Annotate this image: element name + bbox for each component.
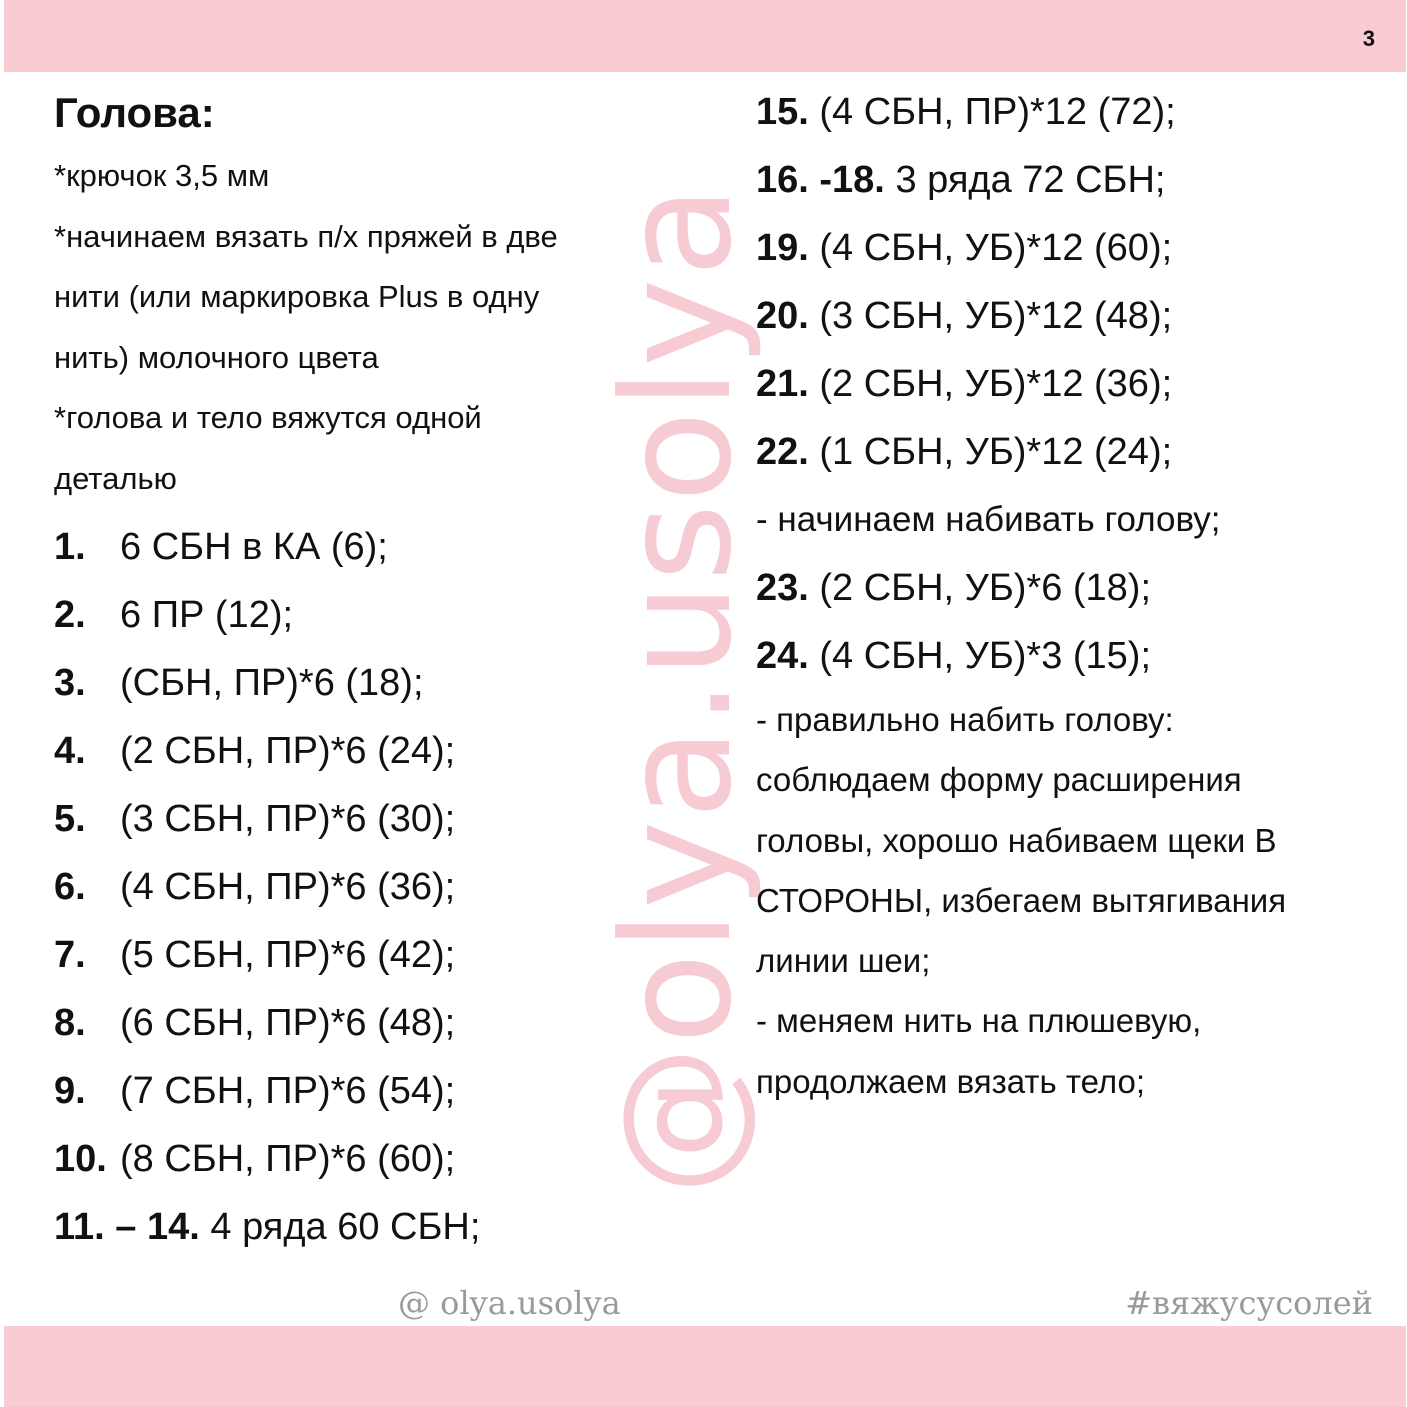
row-number: 4. bbox=[54, 730, 86, 772]
row-instruction: (4 СБН, УБ)*3 (15); bbox=[819, 635, 1152, 677]
page-number: 3 bbox=[1362, 26, 1375, 51]
note-line: *крючок 3,5 мм bbox=[54, 158, 270, 193]
pattern-row bbox=[54, 1193, 714, 1261]
row-instruction: 3 ряда 72 СБН; bbox=[895, 159, 1166, 201]
note-line: - меняем нить на плюшевую, bbox=[756, 1002, 1202, 1040]
pattern-row bbox=[756, 418, 1396, 486]
row-instruction: (4 СБН, УБ)*12 (60); bbox=[819, 227, 1173, 269]
pattern-row bbox=[756, 214, 1396, 282]
row-number: 20. bbox=[756, 295, 809, 337]
row-instruction: 6 СБН в КА (6); bbox=[120, 526, 388, 568]
row-instruction: (2 СБН, УБ)*6 (18); bbox=[819, 567, 1152, 609]
note-line: - правильно набить голову: bbox=[756, 701, 1174, 738]
left-notes bbox=[54, 146, 714, 509]
pattern-row bbox=[54, 649, 714, 717]
row-instruction: (4 СБН, ПР)*6 (36); bbox=[120, 866, 456, 908]
watermark-text: @olya.usolya bbox=[591, 184, 765, 1196]
row-instruction: (1 СБН, УБ)*12 (24); bbox=[819, 431, 1173, 473]
pattern-row bbox=[54, 853, 714, 921]
note-line: соблюдаем форму расширения bbox=[756, 761, 1242, 799]
row-list bbox=[54, 513, 714, 1261]
note-line: СТОРОНЫ, избегаем вытягивания bbox=[756, 881, 1287, 919]
pattern-row bbox=[54, 717, 714, 785]
note-line: *начинаем вязать п/х пряжей в две bbox=[54, 218, 558, 254]
row-instruction: (6 СБН, ПР)*6 (48); bbox=[120, 1002, 456, 1044]
row-number: 2. bbox=[54, 594, 86, 636]
stuffing-note: - начинаем набивать голову; bbox=[756, 500, 1221, 539]
row-number: 19. bbox=[756, 227, 809, 269]
row-instruction: (4 СБН, ПР)*12 (72); bbox=[819, 91, 1176, 133]
note-line: *голова и тело вяжутся одной bbox=[54, 400, 482, 435]
row-number: 11. – 14. bbox=[54, 1206, 200, 1248]
row-number: 5. bbox=[54, 798, 86, 840]
header-band bbox=[4, 0, 1406, 72]
row-number: 10. bbox=[54, 1138, 107, 1180]
note-line: нити (или маркировка Plus в одну bbox=[54, 279, 540, 314]
footer-band bbox=[4, 1326, 1406, 1407]
right-column bbox=[756, 78, 1396, 1112]
row-instruction: (3 СБН, УБ)*12 (48); bbox=[819, 295, 1173, 337]
row-number: 24. bbox=[756, 635, 809, 677]
row-number: 9. bbox=[54, 1070, 86, 1112]
row-instruction: (5 СБН, ПР)*6 (42); bbox=[120, 934, 456, 976]
row-number: 22. bbox=[756, 431, 809, 473]
pattern-row bbox=[54, 1125, 714, 1193]
row-instruction: 6 ПР (12); bbox=[120, 594, 294, 636]
pattern-row bbox=[756, 622, 1396, 690]
section-title: Голова: bbox=[54, 89, 215, 136]
pattern-row bbox=[54, 513, 714, 581]
left-column bbox=[54, 80, 714, 1261]
row-instruction: (7 СБН, ПР)*6 (54); bbox=[120, 1070, 456, 1112]
row-instruction: (2 СБН, ПР)*6 (24); bbox=[120, 730, 456, 772]
note-line: нить) молочного цвета bbox=[54, 339, 379, 375]
row-number: 3. bbox=[54, 662, 86, 704]
row-number: 15. bbox=[756, 91, 809, 133]
row-number: 1. bbox=[54, 526, 86, 568]
row-number: 21. bbox=[756, 363, 809, 405]
footer-hashtag: #вяжусусолей bbox=[1125, 1284, 1373, 1322]
note-line: продолжаем вязать тело; bbox=[756, 1062, 1146, 1100]
pattern-row bbox=[756, 146, 1396, 214]
row-number: 8. bbox=[54, 1002, 86, 1044]
row-instruction: (8 СБН, ПР)*6 (60); bbox=[120, 1138, 456, 1180]
note-line: деталью bbox=[54, 460, 177, 496]
note-line: линии шеи; bbox=[756, 942, 931, 980]
pattern-row bbox=[756, 78, 1396, 146]
note-line: головы, хорошо набиваем щеки В bbox=[756, 821, 1277, 859]
row-number: 6. bbox=[54, 866, 86, 908]
row-instruction: (2 СБН, УБ)*12 (36); bbox=[819, 363, 1173, 405]
pattern-row bbox=[54, 785, 714, 853]
row-number: 7. bbox=[54, 934, 86, 976]
pattern-row bbox=[756, 350, 1396, 418]
pattern-row bbox=[756, 554, 1396, 622]
row-instruction: 4 ряда 60 СБН; bbox=[210, 1206, 481, 1248]
pattern-row bbox=[54, 581, 714, 649]
row-number: 23. bbox=[756, 567, 809, 609]
pattern-row bbox=[54, 921, 714, 989]
pattern-row bbox=[54, 989, 714, 1057]
row-instruction: (СБН, ПР)*6 (18); bbox=[120, 662, 424, 704]
row-number: 16. -18. bbox=[756, 159, 885, 201]
footer-handle: @ olya.usolya bbox=[398, 1284, 621, 1322]
row-instruction: (3 СБН, ПР)*6 (30); bbox=[120, 798, 456, 840]
pattern-row bbox=[756, 282, 1396, 350]
pattern-row bbox=[54, 1057, 714, 1125]
right-notes bbox=[756, 690, 1396, 1112]
